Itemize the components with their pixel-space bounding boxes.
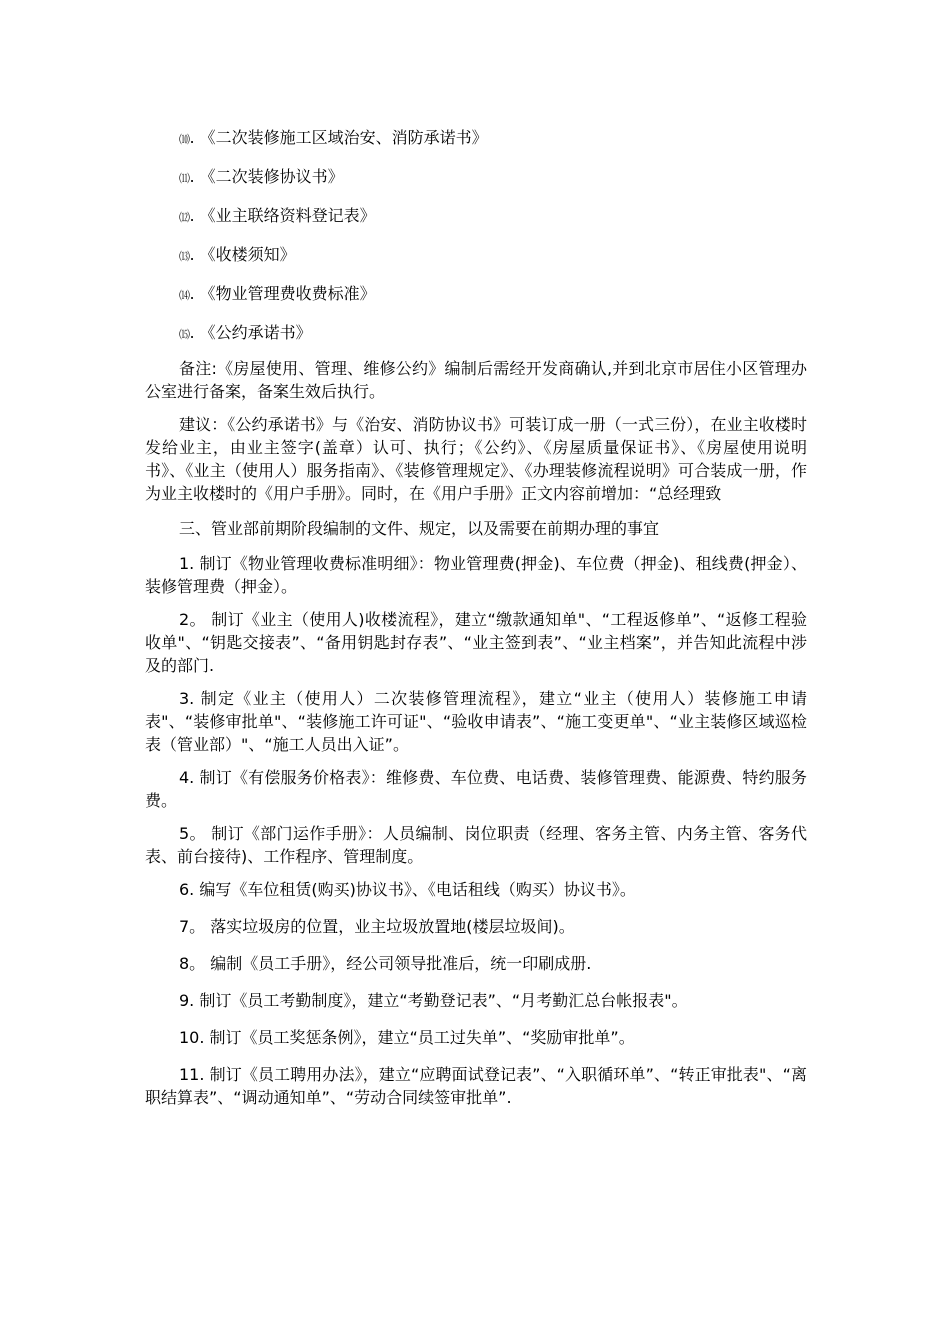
task-item: 6. 编写《车位租赁(购买)协议书》、《电话租线（购买）协议书》。	[179, 880, 636, 899]
list-item	[145, 321, 807, 344]
list-item	[145, 165, 807, 188]
section-heading: 三、管业部前期阶段编制的文件、规定，以及需要在前期办理的事宜	[179, 519, 660, 538]
list-item	[145, 282, 807, 305]
list-item-text: . 《业主联络资料登记表》	[189, 206, 376, 225]
list-item-text: . 《二次装修协议书》	[189, 167, 344, 186]
task-item: 10. 制订《员工奖惩条例》，建立“员工过失单”、“奖励审批单”。	[179, 1028, 635, 1047]
list-item-number: ⑾	[179, 172, 190, 185]
list-item-number: ⑿	[179, 211, 190, 224]
task-item: 1. 制订《物业管理收费标准明细》：物业管理费(押金)、车位费（押金)、租线费(押金）、装修管理费（押金）。	[145, 554, 807, 596]
note-paragraph: 备注:《房屋使用、管理、维修公约》编制后需经开发商确认,并到北京市居住小区管理办公室进行备案，备案生效后执行。	[145, 359, 807, 401]
suggestion-paragraph: 建议：《公约承诺书》与《治安、消防协议书》可装订成一册（一式三份），在业主收楼时发给业主，由业主签字(盖章）认可、执行；《公约》、《房屋质量保证书》、《房屋使用说明书》、《业主（使用人）服务指南》、《装修管理规定》、《办理装修流程说明》可合装成一册，作为业主收楼时的《用户手册》。同时，在《用户手册》正文内容前增加：“总经理致	[145, 415, 807, 503]
list-item-number: ⒂	[179, 328, 190, 341]
list-item	[145, 243, 807, 266]
task-item: 8。 编制《员工手册》，经公司领导批准后，统一印刷成册.	[179, 954, 592, 973]
document-body	[145, 126, 807, 1119]
list-item-number: ⑽	[179, 133, 190, 146]
list-item-text: . 《二次装修施工区域治安、消防承诺书》	[189, 128, 488, 147]
task-item: 5。 制订《部门运作手册》：人员编制、岗位职责（经理、客务主管、内务主管、客务代表、前台接待)、工作程序、管理制度。	[145, 824, 807, 866]
list-item-text: . 《收楼须知》	[189, 245, 296, 264]
list-item-text: . 《物业管理费收费标准》	[189, 284, 376, 303]
task-item: 4. 制订《有偿服务价格表》：维修费、车位费、电话费、装修管理费、能源费、特约服务费。	[145, 768, 807, 810]
list-item-text: . 《公约承诺书》	[189, 323, 312, 342]
task-item: 3. 制定《业主（使用人）二次装修管理流程》，建立“业主（使用人）装修施工申请表"、“装修审批单"、“装修施工许可证"、“验收申请表”、“施工变更单"、“业主装修区域巡检表（管业部）"、“施工人员出入证”。	[145, 689, 807, 754]
task-item: 2。 制订《业主（使用人)收楼流程》，建立“缴款通知单"、“工程返修单”、“返修工程验收单"、“钥匙交接表”、“备用钥匙封存表”、“业主签到表”、“业主档案”，并告知此流程中涉及的部门.	[145, 610, 807, 675]
list-item	[145, 126, 807, 149]
list-item-number: ⒁	[179, 289, 190, 302]
task-item: 9. 制订《员工考勤制度》，建立“考勤登记表”、“月考勤汇总台帐报表"。	[179, 991, 688, 1010]
list-item-number: ⒀	[179, 250, 190, 263]
list-item	[145, 204, 807, 227]
task-item: 7。 落实垃圾房的位置，业主垃圾放置地(楼层垃圾间)。	[179, 917, 575, 936]
task-item: 11. 制订《员工聘用办法》，建立“应聘面试登记表”、“入职循环单”、“转正审批表"、“离职结算表”、“调动通知单”、“劳动合同续签审批单”.	[145, 1065, 807, 1107]
